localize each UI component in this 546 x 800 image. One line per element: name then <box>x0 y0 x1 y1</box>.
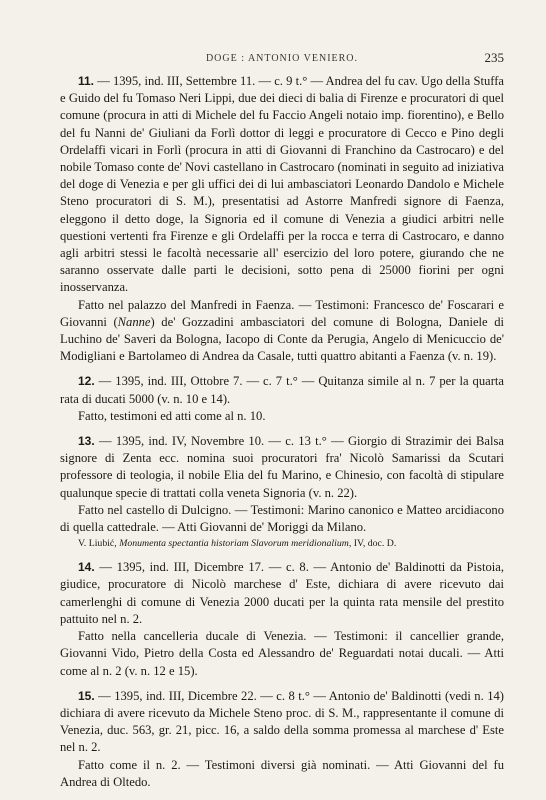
note-italic: Monumenta spectantia historiam Slavorum meridionalium <box>119 538 349 550</box>
page-number: 235 <box>484 50 504 65</box>
entry-note <box>60 536 504 551</box>
entry-witnesses: Fatto come il n. 2. — Testimoni diversi già nominati. — Atti Giovanni del fu Andrea di Oltedo. <box>60 757 504 789</box>
entry-witnesses: Fatto nel castello di Dulcigno. — Testimoni: Marino canonico e Matteo arcidiacono di quella cattedrale. — Atti Giovanni de' Moriggi da Milano. <box>60 502 504 535</box>
entry-witnesses: Fatto, testimoni ed atti come al n. 10. <box>78 408 266 423</box>
entry-summary: — 1395, ind. III, Dicembre 22. — c. 8 t.° — Antonio de' Baldinotti (vedi n. 14) dichiara di avere ricevuto da Michele Steno proc. di S. M., rappresentante il comune di Venezia, duc. 563, gr. 21, picc. 16, a saldo della somma promessa al marchese d' Este nel n. 2. <box>60 688 504 755</box>
note-text: V. Liubić, <box>78 538 120 550</box>
page-header <box>60 50 504 68</box>
entry-number: 12. <box>78 374 95 389</box>
entry-text <box>60 73 504 297</box>
entry-12 <box>60 373 504 425</box>
entry-11 <box>60 73 504 365</box>
witness-italic: Nanne <box>117 314 151 329</box>
running-title: DOGE : ANTONIO VENIERO. <box>205 53 359 64</box>
entry-witnesses: Fatto nella cancelleria ducale di Venezia. — Testimoni: il cancellier grande, Giovanni Vido, Pietro della Costa ed Alessandro de' Reguardati notai ducali. — Atti come al n. 2 (v. n. 12 e 15). <box>60 629 504 678</box>
entry-witnesses <box>60 297 504 366</box>
entry-15 <box>60 688 504 791</box>
entry-number: 13. <box>78 434 95 449</box>
entry-text <box>60 688 504 757</box>
entry-text <box>60 373 504 407</box>
entry-summary: — 1395, ind. III, Dicembre 17. — c. 8. — Antonio de' Baldinotti da Pistoia, giudice, procuratore di Nicolò marchese d' Este, dichiara di avere ricevuto dai camerlenghi di comune di Venezia 2000 ducati per la quinta rata mensile del prestito pattuito nel n. 2. <box>60 560 504 626</box>
entry-13 <box>60 433 504 551</box>
entry-summary: — 1395, ind. III, Ottobre 7. — c. 7 t.° — Quitanza simile al n. 7 per la quarta rata di ducati 5000 (v. n. 10 e 14). <box>60 374 504 406</box>
entry-text <box>60 433 504 502</box>
entry-text <box>60 559 504 628</box>
entry-summary: — 1395, ind. III, Settembre 11. — c. 9 t.° — Andrea del fu cav. Ugo della Stuffa e Guido del fu Tomaso Neri Lippi, due dei dieci di balia di Firenze e procuratori di quel comune (procura in atti di Michele del fu Faccio Angeli notaio imp. fiorentino), e Bello del fu Nanni de' Giuliani da Forlì dottor di leggi e procuratore di Cecco e Pino degli Ordelaffi vicari in Forlì (procura in atti di Giovanni di Franchino da Castrocaro) e del nobile Tomaso conte de' Novi castellano in Castrocaro (nominati in seguito ad iniziativa del doge di Venezia e per gli uffici dei di lui ambasciatori Leonardo Dandolo e Michele Steno procuratori di S. M.), presentatisi ad Astorre Manfredi signore di Faenza, eleggono il detto doge, la Signoria ed il comune di Venezia a giudici arbitri nelle questioni vertenti fra Firenze e gli Ordelaffi per la rocca e terra di Castrocaro, e danno agli arbitri stessi le facoltà necessarie all' esercizio del loro potere, giurando che ne saranno osservate dalle parti le decisioni, sotto pena di 25000 fiorini per ogni inosservanza. <box>60 74 504 295</box>
document-body <box>60 73 504 799</box>
witness-text-cont: ) de' Gozzadini ambasciatori del comune di Bologna, Daniele di Luchino de' Saveri da Bologna, Iacopo di Conte da Perugia, Angelo di Menicuccio de' Modigliani e Bartolameo di Andrea da Casale, tutti quattro abitanti a Faenza (v. n. 19). <box>60 314 504 364</box>
entry-number: 15. <box>78 688 95 703</box>
witness-text: Fatto nel palazzo del Manfredi in Faenza. — Testimoni: Francesco de' Foscarari e Giovanni ( <box>60 297 504 329</box>
entry-summary: — 1395, ind. IV, Novembre 10. — c. 13 t.° — Giorgio di Strazimir dei Balsa signore di Zenta ecc. nomina suoi procuratori fra' Nicolò Samarissi da Scutari professore di teologia, il nobile Elia del fu Marino, e Chinesio, con facoltà di stipulare qualunque specie di trattati colla veneta Signoria (v. n. 22). <box>60 434 504 500</box>
entry-number: 14. <box>78 560 95 575</box>
entry-14 <box>60 559 504 679</box>
entry-number: 11. <box>78 74 95 88</box>
note-text-cont: , IV, doc. D. <box>348 538 397 550</box>
